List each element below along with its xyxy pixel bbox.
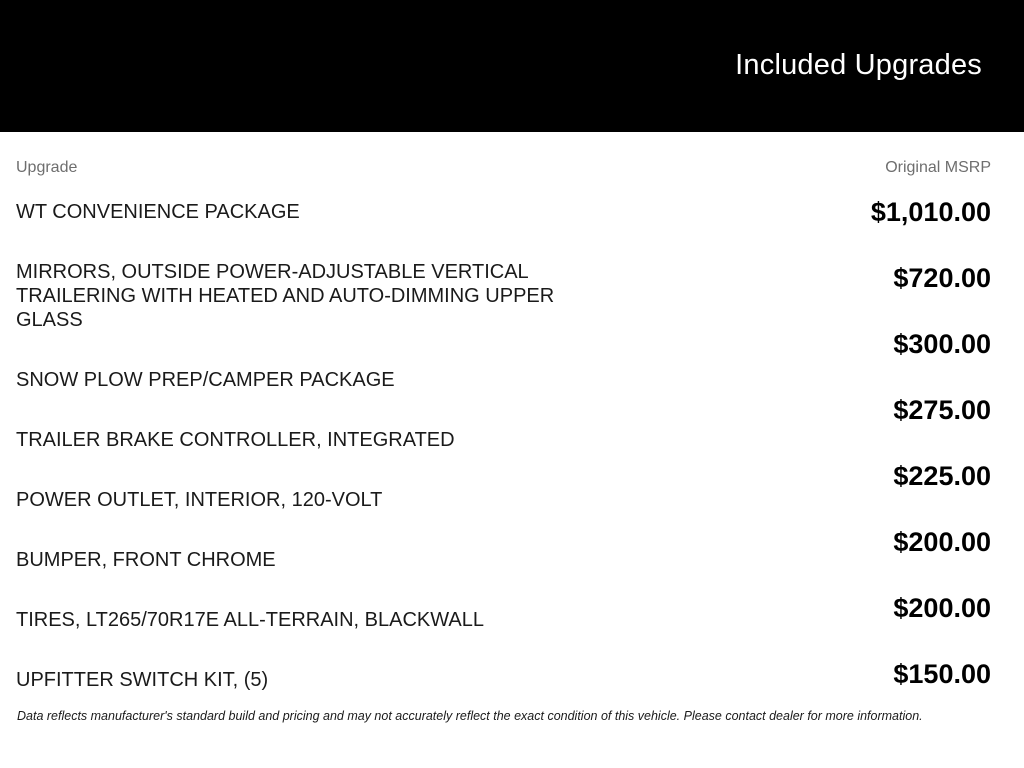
upgrade-label: UPFITTER SWITCH KIT, (5): [16, 669, 269, 691]
upgrade-label: WT CONVENIENCE PACKAGE: [16, 201, 300, 223]
header-band: [0, 0, 1024, 132]
column-header-original-msrp: Original MSRP: [885, 159, 991, 176]
upgrade-price: $1,010.00: [870, 197, 991, 227]
upgrade-labels-column: [16, 200, 596, 728]
upgrade-prices-column: [871, 197, 991, 725]
upgrade-label: BUMPER, FRONT CHROME: [16, 549, 276, 571]
upgrade-price: $720.00: [893, 263, 991, 293]
upgrade-label: TRAILER BRAKE CONTROLLER, INTEGRATED: [16, 429, 455, 451]
upgrade-label: SNOW PLOW PREP/CAMPER PACKAGE: [16, 369, 395, 391]
upgrade-label: MIRRORS, OUTSIDE POWER-ADJUSTABLE VERTICAL TRAILERING WITH HEATED AND AUTO-DIMMING UPPER GLASS: [16, 261, 555, 331]
upgrade-label: TIRES, LT265/70R17E ALL-TERRAIN, BLACKWALL: [16, 609, 484, 631]
table-column-headers: [16, 158, 991, 178]
upgrade-price: $225.00: [893, 461, 991, 491]
upgrade-price: $200.00: [893, 593, 991, 623]
upgrade-price: $275.00: [893, 395, 991, 425]
page-title: Included Upgrades: [735, 49, 982, 82]
upgrade-price: $200.00: [893, 527, 991, 557]
data-disclaimer-text: Data reflects manufacturer's standard build and pricing and may not accurately reflect the exact condition of this vehicle. Please contact dealer for more information.: [17, 709, 923, 723]
column-header-upgrade: Upgrade: [16, 159, 78, 176]
upgrade-price: $150.00: [893, 659, 991, 689]
upgrade-price: $300.00: [893, 329, 991, 359]
upgrade-label: POWER OUTLET, INTERIOR, 120-VOLT: [16, 489, 383, 511]
